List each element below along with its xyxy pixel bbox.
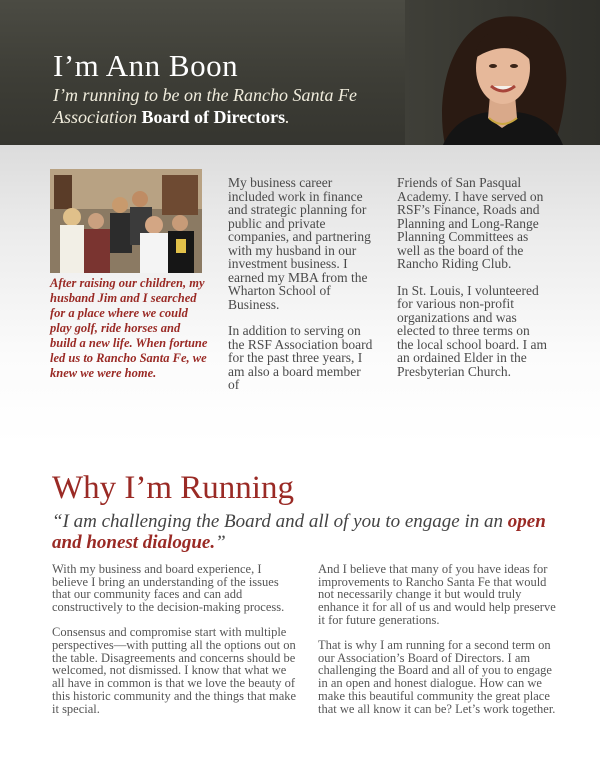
body-paragraph: That is why I am running for a second term on our Association’s Board of Directors. I am challenging the Board and all of you to engage in an open and honest dialogue. How can we make this beautiful community the great place that we all know it can be? Let’s work together. xyxy=(318,638,556,716)
body-paragraph: And I believe that many of you have ideas for improvements to Rancho Santa Fe that would not necessarily change it but would truly enhance it for all of us and would help preserve it for future generations. xyxy=(318,562,556,627)
intro-paragraph: In St. Louis, I volunteered for various non-profit organizations and was elected to three terms on the local school board. I am an ordained Elder in the Presbyterian Church. xyxy=(397,282,547,379)
subtitle-end: . xyxy=(285,107,290,127)
page-subtitle xyxy=(53,84,393,128)
intro-paragraph: My business career included work in finance and strategic planning for public and private companies, and partnering with my husband in our investment business. I earned my MBA from the Wharton School of Business. xyxy=(228,175,371,312)
intro-right-column xyxy=(397,176,547,391)
why-right-column xyxy=(318,563,563,728)
subtitle-strong: Board of Directors xyxy=(141,107,286,127)
subtitle-lead: I’m running to be on the Rancho Santa Fe Association xyxy=(53,85,357,127)
intro-paragraph: Friends of San Pasqual Academy. I have served on RSF’s Finance, Roads and Planning and Long-Range Planning Committees as well as the board of the Rancho Riding Club. xyxy=(397,175,544,271)
intro-middle-column xyxy=(228,176,373,405)
intro-paragraph: In addition to serving on the RSF Association board for the past three years, I am also a board member of xyxy=(228,323,373,392)
family-photo xyxy=(50,169,202,273)
quote-end: ” xyxy=(215,532,226,553)
page-title: I’m Ann Boon xyxy=(53,48,239,83)
family-caption: After raising our children, my husband Jim and I searched for a place where we could play golf, ride horses and build a new life. When fortune led us to Rancho Santa Fe, we knew we were home. xyxy=(50,276,208,380)
header-banner xyxy=(0,0,600,145)
pull-quote xyxy=(52,511,562,553)
section-title: Why I’m Running xyxy=(52,470,294,506)
body-paragraph: Consensus and compromise start with multiple perspectives—with putting all the options out on the table. Disagreements and concerns should be welcomed, not dismissed. I know that what we all have in common is that we love the beauty of this historic community and the things that make it special. xyxy=(52,625,297,716)
quote-emphasis: open and honest dialogue. xyxy=(52,511,546,553)
body-paragraph: With my business and board experience, I believe I bring an understanding of the issues that our community faces and can add constructively to the decision-making process. xyxy=(52,562,285,615)
why-left-column xyxy=(52,563,297,728)
candidate-portrait xyxy=(405,0,600,145)
quote-lead: “I am challenging the Board and all of you to engage in an xyxy=(52,511,504,532)
